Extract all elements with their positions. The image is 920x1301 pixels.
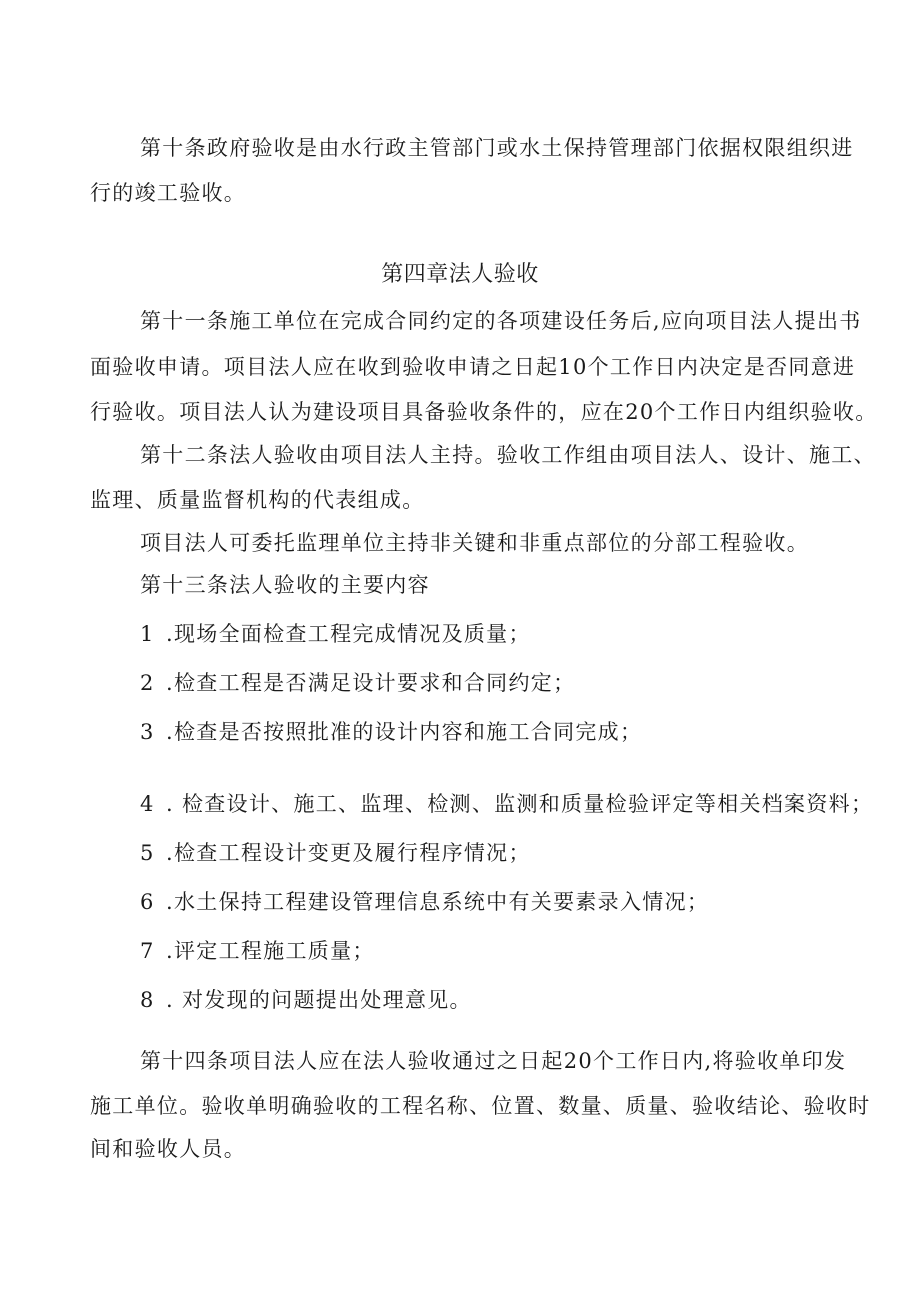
chapter-title: 第四章法人验收 xyxy=(381,262,539,287)
list-item-text: .检查工程是否满足设计要求和合同约定； xyxy=(166,671,576,695)
list-item-number: 6 xyxy=(140,890,155,914)
list-item-number: 2 xyxy=(140,671,155,695)
article-12-line-2: 监理、质量监督机构的代表组成。 xyxy=(90,488,425,512)
article-11-line-3: 行验收。项目法人认为建设项目具备验收条件的，应在20个工作日内组织验收。 xyxy=(90,400,878,424)
list-item xyxy=(0,936,920,966)
list-item-number: 7 xyxy=(140,939,155,963)
article-14-line-3: 间和验收人员。 xyxy=(90,1137,247,1161)
list-item xyxy=(0,985,920,1015)
article-12-line-1: 第十二条法人验收由项目法人主持。验收工作组由项目法人、设计、施工、 xyxy=(140,443,876,467)
list-item xyxy=(0,619,920,649)
list-item-text: .现场全面检查工程完成情况及质量； xyxy=(166,622,531,646)
list-item-number: 8 xyxy=(140,988,155,1012)
article-10-line-1: 第十条政府验收是由水行政主管部门或水土保持管理部门依据权限组织进 xyxy=(140,136,854,160)
list-item-text: . 检查设计、施工、监理、检测、监测和质量检验评定等相关档案资料； xyxy=(166,792,874,816)
list-item-text: .水土保持工程建设管理信息系统中有关要素录入情况； xyxy=(166,890,710,914)
list-item-number: 4 xyxy=(140,792,155,816)
list-item xyxy=(0,789,920,819)
list-item xyxy=(0,838,920,868)
list-item-number: 5 xyxy=(140,841,155,865)
list-item-text: .检查工程设计变更及履行程序情况； xyxy=(166,841,531,865)
article-11-line-1: 第十一条施工单位在完成合同约定的各项建设任务后,应向项目法人提出书 xyxy=(140,309,862,333)
list-item xyxy=(0,717,920,747)
list-item-text: . 对发现的问题提出处理意见。 xyxy=(166,988,472,1012)
list-item-text: .检查是否按照批准的设计内容和施工合同完成； xyxy=(166,720,643,744)
article-13-title: 第十三条法人验收的主要内容 xyxy=(140,573,430,597)
list-item xyxy=(0,887,920,917)
list-item xyxy=(0,668,920,698)
list-item-text: .评定工程施工质量； xyxy=(166,939,375,963)
article-12-line-3: 项目法人可委托监理单位主持非关键和非重点部位的分部工程验收。 xyxy=(140,531,809,555)
article-10-line-2: 行的竣工验收。 xyxy=(90,181,247,205)
list-item-number: 1 xyxy=(140,622,155,646)
article-14-line-1: 第十四条项目法人应在法人验收通过之日起20个工作日内,将验收单印发 xyxy=(140,1049,847,1073)
article-14-line-2: 施工单位。验收单明确验收的工程名称、位置、数量、质量、验收结论、验收时 xyxy=(90,1094,871,1118)
article-11-line-2: 面验收申请。项目法人应在收到验收申请之日起10个工作日内决定是否同意进 xyxy=(90,355,856,379)
list-item-number: 3 xyxy=(140,720,155,744)
